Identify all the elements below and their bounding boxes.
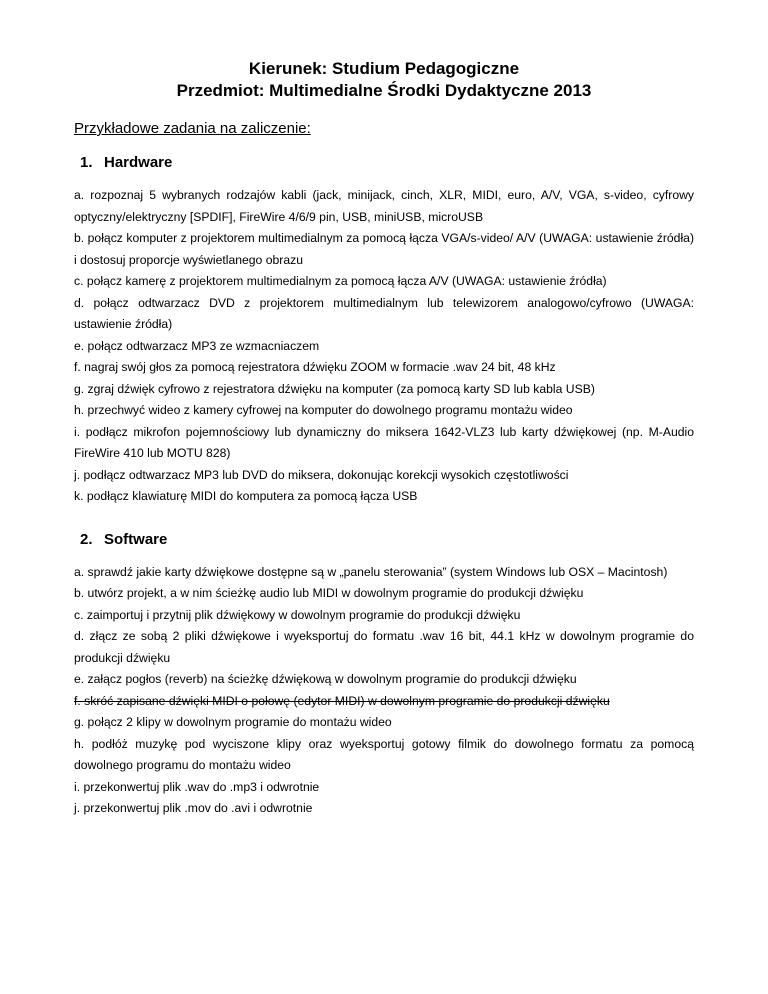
list-item: d. połącz odtwarzacz DVD z projektorem multimedialnym lub telewizorem analogowo/cyfrowo (UWAGA: ustawienie źródła)	[74, 295, 694, 331]
section-number: 2.	[80, 530, 93, 548]
list-item: j. przekonwertuj plik .mov do .avi i odwrotnie	[74, 801, 313, 815]
list-item: c. zaimportuj i przytnij plik dźwiękowy w dowolnym programie do produkcji dźwięku	[74, 607, 521, 622]
list-item: a. sprawdź jakie karty dźwiękowe dostępne są w „panelu sterowania” (system Windows lub OSX – Macintosh)	[74, 564, 668, 579]
section-title: Hardware	[104, 154, 173, 171]
list-item: a. rozpoznaj 5 wybranych rodzajów kabli (jack, minijack, cinch, XLR, MIDI, euro, A/V, VGA, s-video, cyfrowy optyczny/elektryczny [SPDIF], FireWire 4/6/9 pin, USB, miniUSB, microUSB	[74, 188, 694, 224]
list-item: h. przechwyć wideo z kamery cyfrowej na komputer do dowolnego programu montażu wideo	[74, 403, 573, 417]
list-item: i. przekonwertuj plik .wav do .mp3 i odwrotnie	[74, 779, 320, 794]
subtitle: Przykładowe zadania na zaliczenie:	[74, 120, 311, 137]
list-item: d. złącz ze sobą 2 pliki dźwiękowe i wyeksportuj do formatu .wav 16 bit, 44.1 kHz w dowolnym programie do produkcji dźwięku	[74, 629, 694, 665]
section-heading	[80, 153, 694, 173]
list-item: g. połącz 2 klipy w dowolnym programie do montażu wideo	[74, 715, 392, 729]
task-list	[74, 185, 694, 508]
section-hardware	[74, 153, 694, 508]
task-list	[74, 562, 694, 820]
section-software	[74, 530, 694, 820]
list-item: b. utwórz projekt, a w nim ścieżkę audio lub MIDI w dowolnym programie do produkcji dźwięku	[74, 586, 584, 600]
list-item: k. podłącz klawiaturę MIDI do komputera za pomocą łącza USB	[74, 489, 418, 503]
document-page	[74, 58, 694, 820]
list-item: c. połącz kamerę z projektorem multimedialnym za pomocą łącza A/V (UWAGA: ustawienie źródła)	[74, 274, 607, 288]
section-title: Software	[104, 530, 168, 548]
list-item: g. zgraj dźwięk cyfrowo z rejestratora dźwięku na komputer (za pomocą karty SD lub kabla USB)	[74, 381, 595, 396]
list-item-struck: f. skróć zapisane dźwięki MIDI o połowę (edytor MIDI) w dowolnym programie do produkcji dźwięku	[74, 693, 610, 708]
list-item: e. załącz pogłos (reverb) na ścieżkę dźwiękową w dowolnym programie do produkcji dźwięku	[74, 672, 577, 686]
header-line-1: Kierunek: Studium Pedagogiczne	[248, 59, 520, 78]
list-item: h. podłóż muzykę pod wyciszone klipy oraz wyeksportuj gotowy filmik do dowolnego formatu za pomocą dowolnego programu do montażu wideo	[74, 736, 694, 772]
list-item: i. podłącz mikrofon pojemnościowy lub dynamiczny do miksera 1642-VLZ3 lub karty dźwiękowej (np. M-Audio FireWire 410 lub MOTU 828)	[74, 424, 694, 460]
section-number: 1.	[80, 154, 93, 171]
header-line-2: Przedmiot: Multimedialne Środki Dydaktyczne 2013	[176, 81, 592, 100]
list-item: b. połącz komputer z projektorem multimedialnym za pomocą łącza VGA/s-video/ A/V (UWAGA: ustawienie źródła) i dostosuj proporcje wyświetlanego obrazu	[74, 231, 694, 267]
list-item: f. nagraj swój głos za pomocą rejestratora dźwięku ZOOM w formacie .wav 24 bit, 48 kHz	[74, 360, 556, 374]
list-item: e. połącz odtwarzacz MP3 ze wzmacniaczem	[74, 338, 320, 353]
section-heading	[80, 530, 694, 550]
list-item: j. podłącz odtwarzacz MP3 lub DVD do miksera, dokonując korekcji wysokich częstotliwości	[74, 467, 569, 482]
